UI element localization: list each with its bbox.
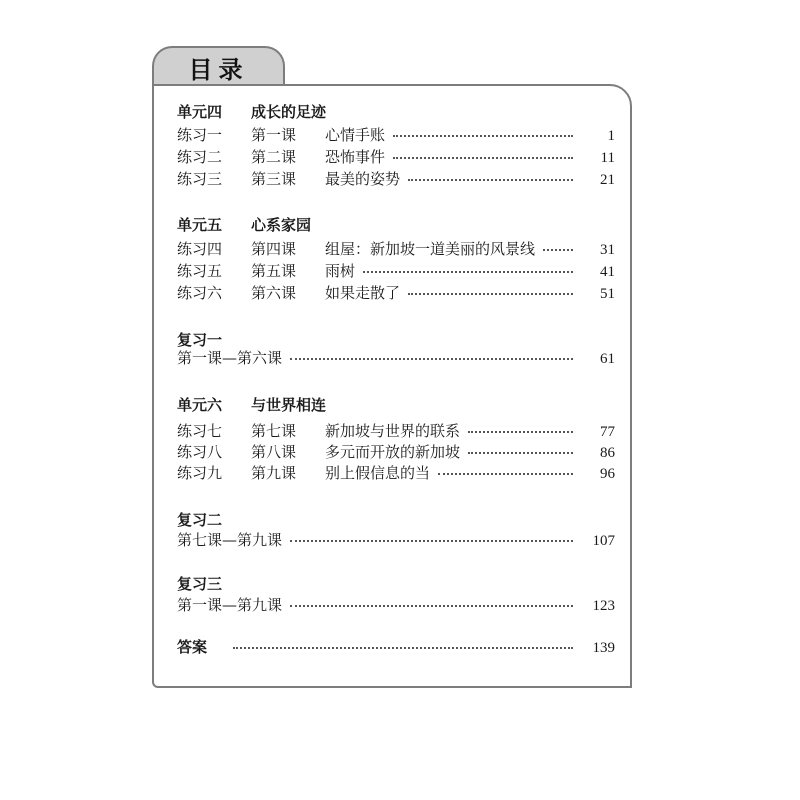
page-number: 86 [600,445,615,461]
page-number: 107 [592,533,615,549]
page-number: 77 [600,424,615,440]
entry-title: 第七课—第九课 [177,531,283,549]
page-number: 139 [592,640,615,656]
unit-label: 复习三 [177,575,223,593]
toc-title-tab [152,46,285,86]
lesson-label: 第九课 [251,464,297,482]
exercise-label: 练习九 [177,464,223,482]
dot-leader [290,540,573,542]
toc-entry[interactable] [177,441,615,461]
entry-title: 新加坡与世界的联系 [325,422,461,440]
entry-title: 多元而开放的新加坡 [325,443,461,461]
lesson-label: 第八课 [251,443,297,461]
dot-leader [393,135,573,137]
entry-title: 别上假信息的当 [325,464,431,482]
toc-entry[interactable] [177,594,615,614]
exercise-label: 练习四 [177,240,223,258]
exercise-label: 练习七 [177,422,223,440]
toc-entry[interactable] [177,146,615,166]
exercise-label: 练习五 [177,262,223,280]
page-number: 31 [600,242,615,258]
toc-entry[interactable] [177,260,615,280]
entry-title: 最美的姿势 [325,170,401,188]
unit-heading [177,394,326,415]
lesson-label: 第四课 [251,240,297,258]
exercise-label: 答案 [177,638,208,656]
lesson-label: 第五课 [251,262,297,280]
unit-heading [177,214,311,235]
toc-title: 目录 [188,55,249,84]
entry-title: 如果走散了 [325,284,401,302]
page-number: 41 [600,264,615,280]
exercise-label: 练习二 [177,148,223,166]
page-number: 61 [600,351,615,367]
dot-leader [468,452,573,454]
dot-leader [408,293,573,295]
unit-heading [177,509,251,530]
unit-label: 单元五 [177,216,223,234]
exercise-label: 练习三 [177,170,223,188]
toc-entry[interactable] [177,636,615,656]
unit-label: 单元六 [177,396,223,414]
dot-leader [408,179,573,181]
unit-name: 与世界相连 [251,396,327,414]
entry-title: 恐怖事件 [325,148,386,166]
lesson-label: 第三课 [251,170,297,188]
entry-title: 第一课—第九课 [177,596,283,614]
dot-leader [543,249,573,251]
toc-entry[interactable] [177,462,615,482]
dot-leader [438,473,573,475]
lesson-label: 第六课 [251,284,297,302]
lesson-label: 第一课 [251,126,297,144]
toc-entry[interactable] [177,124,615,144]
dot-leader [363,271,573,273]
page-number: 123 [592,598,615,614]
unit-label: 复习一 [177,331,223,349]
dot-leader [393,157,573,159]
toc-entry[interactable] [177,420,615,440]
toc-entry[interactable] [177,347,615,367]
unit-name: 心系家园 [251,216,312,234]
page-number: 96 [600,466,615,482]
dot-leader [233,647,573,649]
toc-entry[interactable] [177,238,615,258]
page-number: 1 [607,128,615,144]
exercise-label: 练习八 [177,443,223,461]
toc-entry[interactable] [177,282,615,302]
unit-label: 复习二 [177,511,223,529]
toc-entry[interactable] [177,168,615,188]
unit-label: 单元四 [177,103,223,121]
entry-title: 心情手账 [325,126,386,144]
exercise-label: 练习六 [177,284,223,302]
dot-leader [290,358,573,360]
entry-title: 组屋：新加坡一道美丽的风景线 [325,240,536,258]
lesson-label: 第七课 [251,422,297,440]
page-number: 21 [600,172,615,188]
entry-title: 雨树 [325,262,356,280]
toc-entry[interactable] [177,529,615,549]
unit-heading [177,101,326,122]
dot-leader [290,605,573,607]
page-number: 51 [600,286,615,302]
unit-heading [177,573,251,594]
entry-title: 第一课—第六课 [177,349,283,367]
page-number: 11 [600,150,615,166]
exercise-label: 练习一 [177,126,223,144]
lesson-label: 第二课 [251,148,297,166]
unit-name: 成长的足迹 [251,103,327,121]
dot-leader [468,431,573,433]
